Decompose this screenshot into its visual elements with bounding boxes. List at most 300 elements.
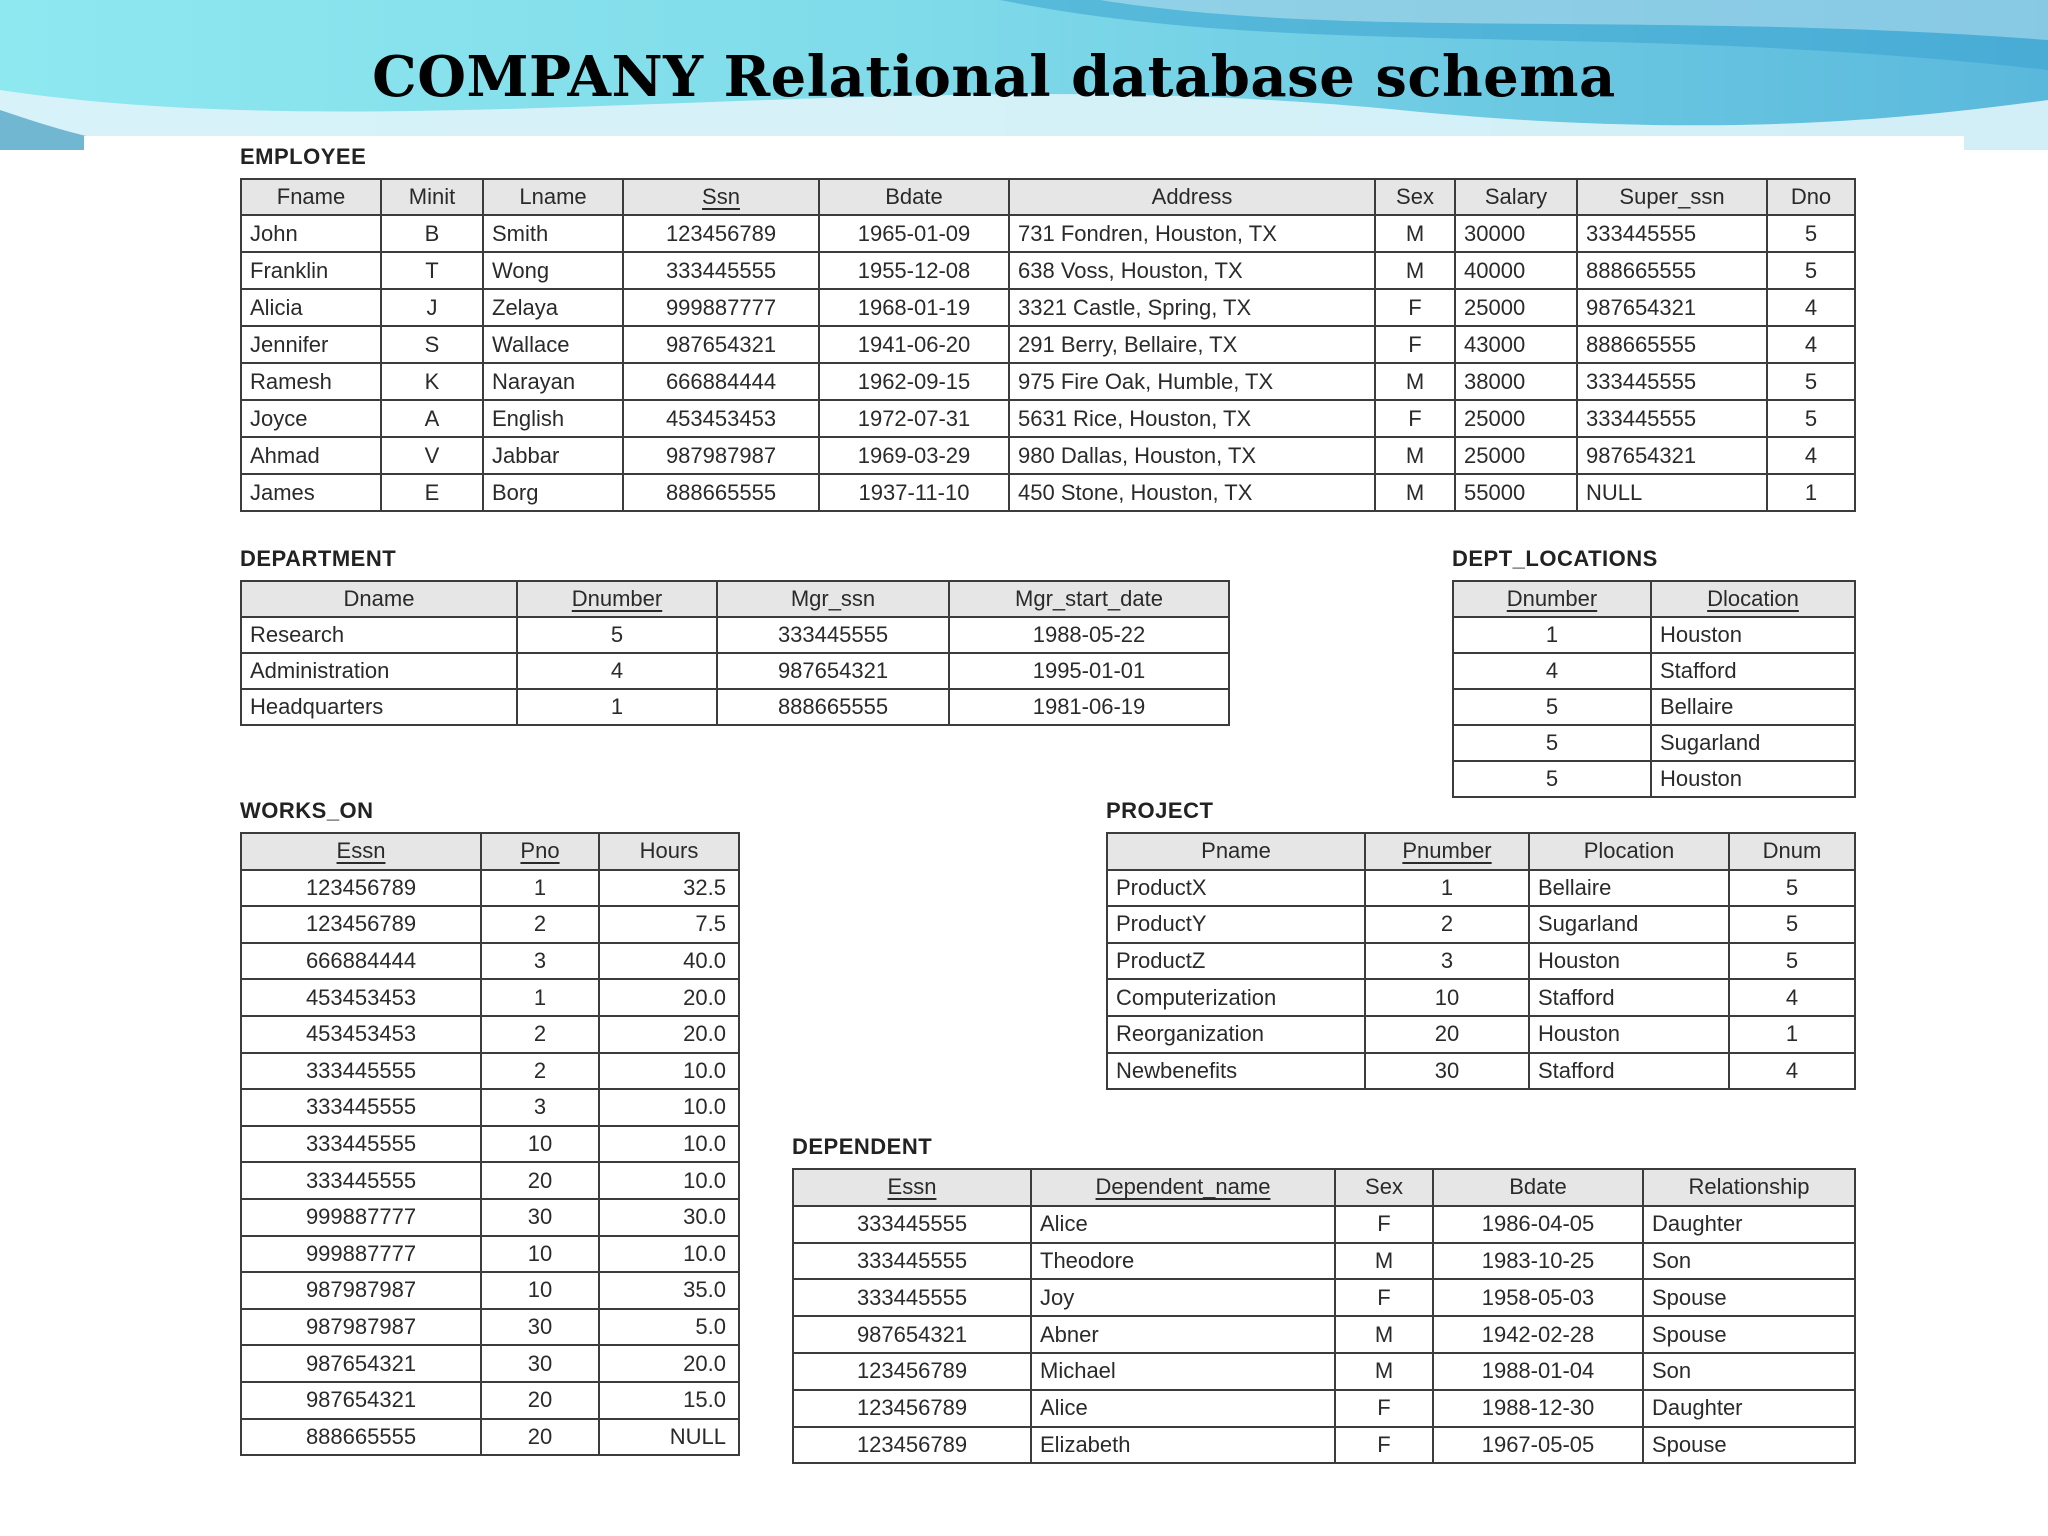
table-cell: F	[1375, 289, 1455, 326]
table-cell: Ahmad	[241, 437, 381, 474]
table-cell: K	[381, 363, 483, 400]
table-cell: M	[1375, 474, 1455, 511]
column-header-label: Bdate	[1509, 1174, 1567, 1200]
table-cell: 5	[1453, 689, 1651, 725]
table-cell: Borg	[483, 474, 623, 511]
table-cell: 1967-05-05	[1433, 1427, 1643, 1464]
table-header	[793, 1169, 1855, 1206]
table-row	[1453, 689, 1855, 725]
table-cell: 1972-07-31	[819, 400, 1009, 437]
column-header	[717, 581, 949, 617]
table-cell: Daughter	[1643, 1206, 1855, 1243]
table-cell: Administration	[241, 653, 517, 689]
column-header	[1767, 179, 1855, 215]
table-cell: 30	[481, 1199, 599, 1236]
table-cell: Theodore	[1031, 1243, 1335, 1280]
column-header	[1107, 833, 1365, 870]
table-cell: Headquarters	[241, 689, 517, 725]
table-cell: Franklin	[241, 252, 381, 289]
table-cell: Wong	[483, 252, 623, 289]
table-cell: 888665555	[1577, 252, 1767, 289]
column-header-label: Fname	[276, 184, 346, 209]
table-cell: 38000	[1455, 363, 1577, 400]
column-header	[819, 179, 1009, 215]
table-cell: 30000	[1455, 215, 1577, 252]
table-cell: 1962-09-15	[819, 363, 1009, 400]
table-cell: ProductY	[1107, 906, 1365, 943]
table-row	[241, 1162, 739, 1199]
column-header-label: Ssn	[702, 184, 740, 209]
table-cell: F	[1375, 326, 1455, 363]
table-row	[241, 1199, 739, 1236]
dept-locations-relation-name: DEPT_LOCATIONS	[1452, 546, 1658, 571]
table-cell: 4	[1729, 979, 1855, 1016]
column-header	[1729, 833, 1855, 870]
table-cell: 333445555	[623, 252, 819, 289]
table-cell: 1986-04-05	[1433, 1206, 1643, 1243]
table-row	[241, 1272, 739, 1309]
table-cell: 638 Voss, Houston, TX	[1009, 252, 1375, 289]
table-cell: S	[381, 326, 483, 363]
table-cell: 3	[481, 943, 599, 980]
table-cell: 55000	[1455, 474, 1577, 511]
table-cell: English	[483, 400, 623, 437]
table-cell: 7.5	[599, 906, 739, 943]
table-cell: 1995-01-01	[949, 653, 1229, 689]
table-cell: 10.0	[599, 1236, 739, 1273]
table-cell: 5	[1767, 215, 1855, 252]
table-body	[1453, 617, 1855, 797]
table-cell: 999887777	[623, 289, 819, 326]
table-cell: 35.0	[599, 1272, 739, 1309]
table-cell: 5	[1729, 906, 1855, 943]
table-cell: E	[381, 474, 483, 511]
table-cell: 333445555	[241, 1162, 481, 1199]
table-cell: Elizabeth	[1031, 1427, 1335, 1464]
table-row	[1107, 870, 1855, 907]
table-row	[1107, 906, 1855, 943]
table-cell: 333445555	[1577, 363, 1767, 400]
table-cell: T	[381, 252, 483, 289]
table-cell: 1941-06-20	[819, 326, 1009, 363]
dept-locations-table	[1452, 580, 1856, 798]
table-cell: 123456789	[241, 906, 481, 943]
table-cell: Jennifer	[241, 326, 381, 363]
column-header	[381, 179, 483, 215]
header-row	[241, 179, 1855, 215]
column-header	[241, 179, 381, 215]
table-header	[1107, 833, 1855, 870]
table-cell: 1	[1729, 1016, 1855, 1053]
table-cell: 333445555	[241, 1053, 481, 1090]
table-cell: 5	[1767, 252, 1855, 289]
table-cell: 2	[481, 906, 599, 943]
table-cell: ProductZ	[1107, 943, 1365, 980]
table-cell: 987654321	[1577, 289, 1767, 326]
column-header-label: Bdate	[885, 184, 943, 209]
column-header	[1643, 1169, 1855, 1206]
table-cell: 1937-11-10	[819, 474, 1009, 511]
table-row	[1453, 761, 1855, 797]
table-cell: Michael	[1031, 1353, 1335, 1390]
table-row	[241, 979, 739, 1016]
table-cell: 1981-06-19	[949, 689, 1229, 725]
table-cell: 5	[1453, 725, 1651, 761]
table-row	[793, 1427, 1855, 1464]
table-cell: F	[1335, 1206, 1433, 1243]
column-header	[793, 1169, 1031, 1206]
table-cell: V	[381, 437, 483, 474]
table-cell: Narayan	[483, 363, 623, 400]
column-header	[1577, 179, 1767, 215]
column-header-label: Lname	[519, 184, 587, 209]
table-cell: 25000	[1455, 400, 1577, 437]
table-cell: Alice	[1031, 1390, 1335, 1427]
table-cell: 20	[1365, 1016, 1529, 1053]
column-header-label: Mgr_start_date	[1015, 586, 1163, 611]
table-cell: 975 Fire Oak, Humble, TX	[1009, 363, 1375, 400]
table-cell: John	[241, 215, 381, 252]
table-cell: M	[1375, 252, 1455, 289]
table-cell: 999887777	[241, 1199, 481, 1236]
table-cell: Wallace	[483, 326, 623, 363]
table-cell: 3	[1365, 943, 1529, 980]
table-cell: 2	[481, 1053, 599, 1090]
table-row	[793, 1390, 1855, 1427]
table-row	[241, 906, 739, 943]
table-row	[241, 1345, 739, 1382]
table-cell: Joyce	[241, 400, 381, 437]
column-header	[483, 179, 623, 215]
table-cell: 333445555	[1577, 400, 1767, 437]
table-cell: 1955-12-08	[819, 252, 1009, 289]
table-row	[241, 1382, 739, 1419]
table-cell: M	[1335, 1243, 1433, 1280]
table-cell: 3321 Castle, Spring, TX	[1009, 289, 1375, 326]
table-cell: Bellaire	[1651, 689, 1855, 725]
table-cell: 20	[481, 1419, 599, 1456]
column-header	[1455, 179, 1577, 215]
table-cell: Stafford	[1529, 979, 1729, 1016]
column-header	[1453, 581, 1651, 617]
table-cell: M	[1375, 215, 1455, 252]
table-cell: NULL	[1577, 474, 1767, 511]
column-header-label: Plocation	[1583, 838, 1675, 864]
table-cell: Daughter	[1643, 1390, 1855, 1427]
department-table	[240, 580, 1230, 726]
table-cell: 1	[517, 689, 717, 725]
table-cell: 123456789	[793, 1390, 1031, 1427]
table-cell: Stafford	[1651, 653, 1855, 689]
table-cell: 453453453	[241, 1016, 481, 1053]
table-row	[241, 289, 1855, 326]
column-header	[1009, 179, 1375, 215]
column-header	[1365, 833, 1529, 870]
table-cell: Houston	[1529, 943, 1729, 980]
works-on-table	[240, 832, 740, 1456]
table-cell: Houston	[1529, 1016, 1729, 1053]
table-cell: Houston	[1651, 761, 1855, 797]
column-header	[1031, 1169, 1335, 1206]
table-cell: 25000	[1455, 437, 1577, 474]
column-header-label: Hours	[639, 838, 699, 864]
column-header	[1433, 1169, 1643, 1206]
table-row	[241, 1126, 739, 1163]
column-header-label: Essn	[887, 1174, 937, 1200]
header-row	[241, 833, 739, 870]
column-header-label: Sex	[1396, 184, 1434, 209]
column-header-label: Dependent_name	[1095, 1174, 1271, 1200]
column-header-label: Sex	[1365, 1174, 1403, 1200]
department-relation-name: DEPARTMENT	[240, 546, 397, 571]
employee-table	[240, 178, 1856, 512]
table-cell: 10	[1365, 979, 1529, 1016]
table-cell: 4	[517, 653, 717, 689]
table-cell: 987987987	[241, 1272, 481, 1309]
table-cell: 15.0	[599, 1382, 739, 1419]
table-cell: 1958-05-03	[1433, 1279, 1643, 1316]
employee-relation-name: EMPLOYEE	[240, 144, 367, 169]
table-row	[241, 1089, 739, 1126]
column-header	[241, 833, 481, 870]
table-body	[241, 617, 1229, 725]
table-cell: NULL	[599, 1419, 739, 1456]
table-cell: 10.0	[599, 1053, 739, 1090]
table-cell: 40.0	[599, 943, 739, 980]
table-cell: 43000	[1455, 326, 1577, 363]
column-header	[599, 833, 739, 870]
table-cell: 10.0	[599, 1162, 739, 1199]
table-cell: 30.0	[599, 1199, 739, 1236]
table-row	[1107, 943, 1855, 980]
table-cell: Abner	[1031, 1316, 1335, 1353]
table-row	[1453, 653, 1855, 689]
table-cell: 1969-03-29	[819, 437, 1009, 474]
table-cell: 731 Fondren, Houston, TX	[1009, 215, 1375, 252]
table-cell: 1988-05-22	[949, 617, 1229, 653]
table-cell: F	[1335, 1279, 1433, 1316]
table-cell: 123456789	[623, 215, 819, 252]
table-body	[241, 215, 1855, 511]
table-cell: 4	[1453, 653, 1651, 689]
column-header-label: Relationship	[1688, 1174, 1810, 1200]
table-row	[241, 400, 1855, 437]
table-row	[1453, 617, 1855, 653]
table-cell: 450 Stone, Houston, TX	[1009, 474, 1375, 511]
table-cell: 666884444	[241, 943, 481, 980]
column-header-label: Dlocation	[1707, 586, 1799, 611]
table-cell: 333445555	[793, 1279, 1031, 1316]
table-row	[793, 1206, 1855, 1243]
table-cell: Ramesh	[241, 363, 381, 400]
table-cell: 5.0	[599, 1309, 739, 1346]
project-table	[1106, 832, 1856, 1090]
column-header-label: Dnumber	[1506, 586, 1598, 611]
table-cell: 2	[1365, 906, 1529, 943]
table-cell: 333445555	[241, 1126, 481, 1163]
table-cell: 30	[481, 1309, 599, 1346]
table-cell: 3	[481, 1089, 599, 1126]
table-cell: 5	[1767, 363, 1855, 400]
dependent-relation-name: DEPENDENT	[792, 1134, 933, 1159]
table-row	[793, 1243, 1855, 1280]
table-cell: 10	[481, 1236, 599, 1273]
table-cell: F	[1375, 400, 1455, 437]
table-cell: 987654321	[241, 1345, 481, 1382]
table-cell: 4	[1729, 1053, 1855, 1090]
table-cell: 5631 Rice, Houston, TX	[1009, 400, 1375, 437]
column-header	[1651, 581, 1855, 617]
table-cell: F	[1335, 1390, 1433, 1427]
column-header-label: Essn	[336, 838, 386, 864]
table-cell: 20.0	[599, 979, 739, 1016]
table-cell: 1	[481, 979, 599, 1016]
table-cell: Houston	[1651, 617, 1855, 653]
table-cell: 987654321	[793, 1316, 1031, 1353]
dependent-table	[792, 1168, 1856, 1464]
table-cell: Newbenefits	[1107, 1053, 1365, 1090]
column-header	[1375, 179, 1455, 215]
table-cell: James	[241, 474, 381, 511]
table-cell: Jabbar	[483, 437, 623, 474]
table-cell: Spouse	[1643, 1427, 1855, 1464]
table-row	[241, 326, 1855, 363]
table-cell: Son	[1643, 1243, 1855, 1280]
table-cell: 333445555	[1577, 215, 1767, 252]
table-cell: J	[381, 289, 483, 326]
table-cell: 980 Dallas, Houston, TX	[1009, 437, 1375, 474]
table-cell: 40000	[1455, 252, 1577, 289]
column-header	[1335, 1169, 1433, 1206]
table-cell: 1983-10-25	[1433, 1243, 1643, 1280]
table-cell: 123456789	[241, 870, 481, 907]
header-row	[1107, 833, 1855, 870]
column-header-label: Dno	[1790, 184, 1832, 209]
table-row	[241, 653, 1229, 689]
table-row	[241, 215, 1855, 252]
table-cell: 666884444	[623, 363, 819, 400]
table-cell: 888665555	[623, 474, 819, 511]
table-cell: Computerization	[1107, 979, 1365, 1016]
table-cell: 333445555	[793, 1206, 1031, 1243]
table-cell: Zelaya	[483, 289, 623, 326]
column-header-label: Dnumber	[571, 586, 663, 611]
table-cell: 1	[1767, 474, 1855, 511]
table-cell: 987654321	[717, 653, 949, 689]
table-body	[793, 1206, 1855, 1464]
table-cell: 1	[481, 870, 599, 907]
table-cell: M	[1375, 437, 1455, 474]
table-cell: Bellaire	[1529, 870, 1729, 907]
table-cell: 987654321	[1577, 437, 1767, 474]
table-cell: Spouse	[1643, 1279, 1855, 1316]
table-cell: Sugarland	[1651, 725, 1855, 761]
table-cell: 1988-12-30	[1433, 1390, 1643, 1427]
table-cell: 987987987	[623, 437, 819, 474]
table-cell: Reorganization	[1107, 1016, 1365, 1053]
header-row	[241, 581, 1229, 617]
table-row	[241, 1419, 739, 1456]
table-cell: 5	[1767, 400, 1855, 437]
table-row	[241, 689, 1229, 725]
table-cell: 10.0	[599, 1089, 739, 1126]
table-row	[241, 617, 1229, 653]
column-header-label: Pno	[520, 838, 560, 864]
table-cell: 1988-01-04	[1433, 1353, 1643, 1390]
table-cell: 20.0	[599, 1345, 739, 1382]
table-cell: 888665555	[241, 1419, 481, 1456]
table-row	[241, 1236, 739, 1273]
table-row	[241, 1309, 739, 1346]
table-row	[241, 870, 739, 907]
table-cell: 5	[1453, 761, 1651, 797]
table-row	[793, 1279, 1855, 1316]
works-on-relation-name: WORKS_ON	[240, 798, 374, 823]
table-cell: 987654321	[623, 326, 819, 363]
column-header-label: Mgr_ssn	[790, 586, 876, 611]
column-header-label: Dname	[343, 586, 415, 611]
column-header-label: Salary	[1484, 184, 1548, 209]
table-cell: Son	[1643, 1353, 1855, 1390]
table-cell: Research	[241, 617, 517, 653]
column-header	[241, 581, 517, 617]
table-cell: 888665555	[1577, 326, 1767, 363]
table-row	[1453, 725, 1855, 761]
table-cell: 1965-01-09	[819, 215, 1009, 252]
table-cell: 888665555	[717, 689, 949, 725]
table-cell: 5	[1729, 943, 1855, 980]
table-cell: 10	[481, 1272, 599, 1309]
table-cell: 25000	[1455, 289, 1577, 326]
table-row	[241, 1016, 739, 1053]
table-cell: Sugarland	[1529, 906, 1729, 943]
table-cell: F	[1335, 1427, 1433, 1464]
table-cell: 4	[1767, 326, 1855, 363]
table-row	[1107, 979, 1855, 1016]
table-cell: 1942-02-28	[1433, 1316, 1643, 1353]
table-cell: 10	[481, 1126, 599, 1163]
table-header	[241, 581, 1229, 617]
table-cell: 2	[481, 1016, 599, 1053]
table-cell: 10.0	[599, 1126, 739, 1163]
table-row	[1107, 1053, 1855, 1090]
table-cell: Stafford	[1529, 1053, 1729, 1090]
table-cell: 333445555	[793, 1243, 1031, 1280]
page-title-container	[0, 44, 1988, 110]
column-header-label: Pname	[1201, 838, 1271, 864]
table-cell: Smith	[483, 215, 623, 252]
table-cell: Joy	[1031, 1279, 1335, 1316]
table-cell: 5	[1729, 870, 1855, 907]
table-cell: 291 Berry, Bellaire, TX	[1009, 326, 1375, 363]
table-cell: 999887777	[241, 1236, 481, 1273]
table-cell: 1968-01-19	[819, 289, 1009, 326]
table-cell: 987987987	[241, 1309, 481, 1346]
table-cell: 4	[1767, 289, 1855, 326]
table-cell: Spouse	[1643, 1316, 1855, 1353]
table-cell: 333445555	[717, 617, 949, 653]
table-cell: M	[1335, 1316, 1433, 1353]
column-header	[517, 581, 717, 617]
table-cell: 4	[1767, 437, 1855, 474]
table-body	[241, 870, 739, 1456]
table-cell: 123456789	[793, 1353, 1031, 1390]
table-row	[241, 1053, 739, 1090]
table-row	[241, 363, 1855, 400]
table-cell: 32.5	[599, 870, 739, 907]
table-row	[793, 1316, 1855, 1353]
table-cell: 30	[1365, 1053, 1529, 1090]
